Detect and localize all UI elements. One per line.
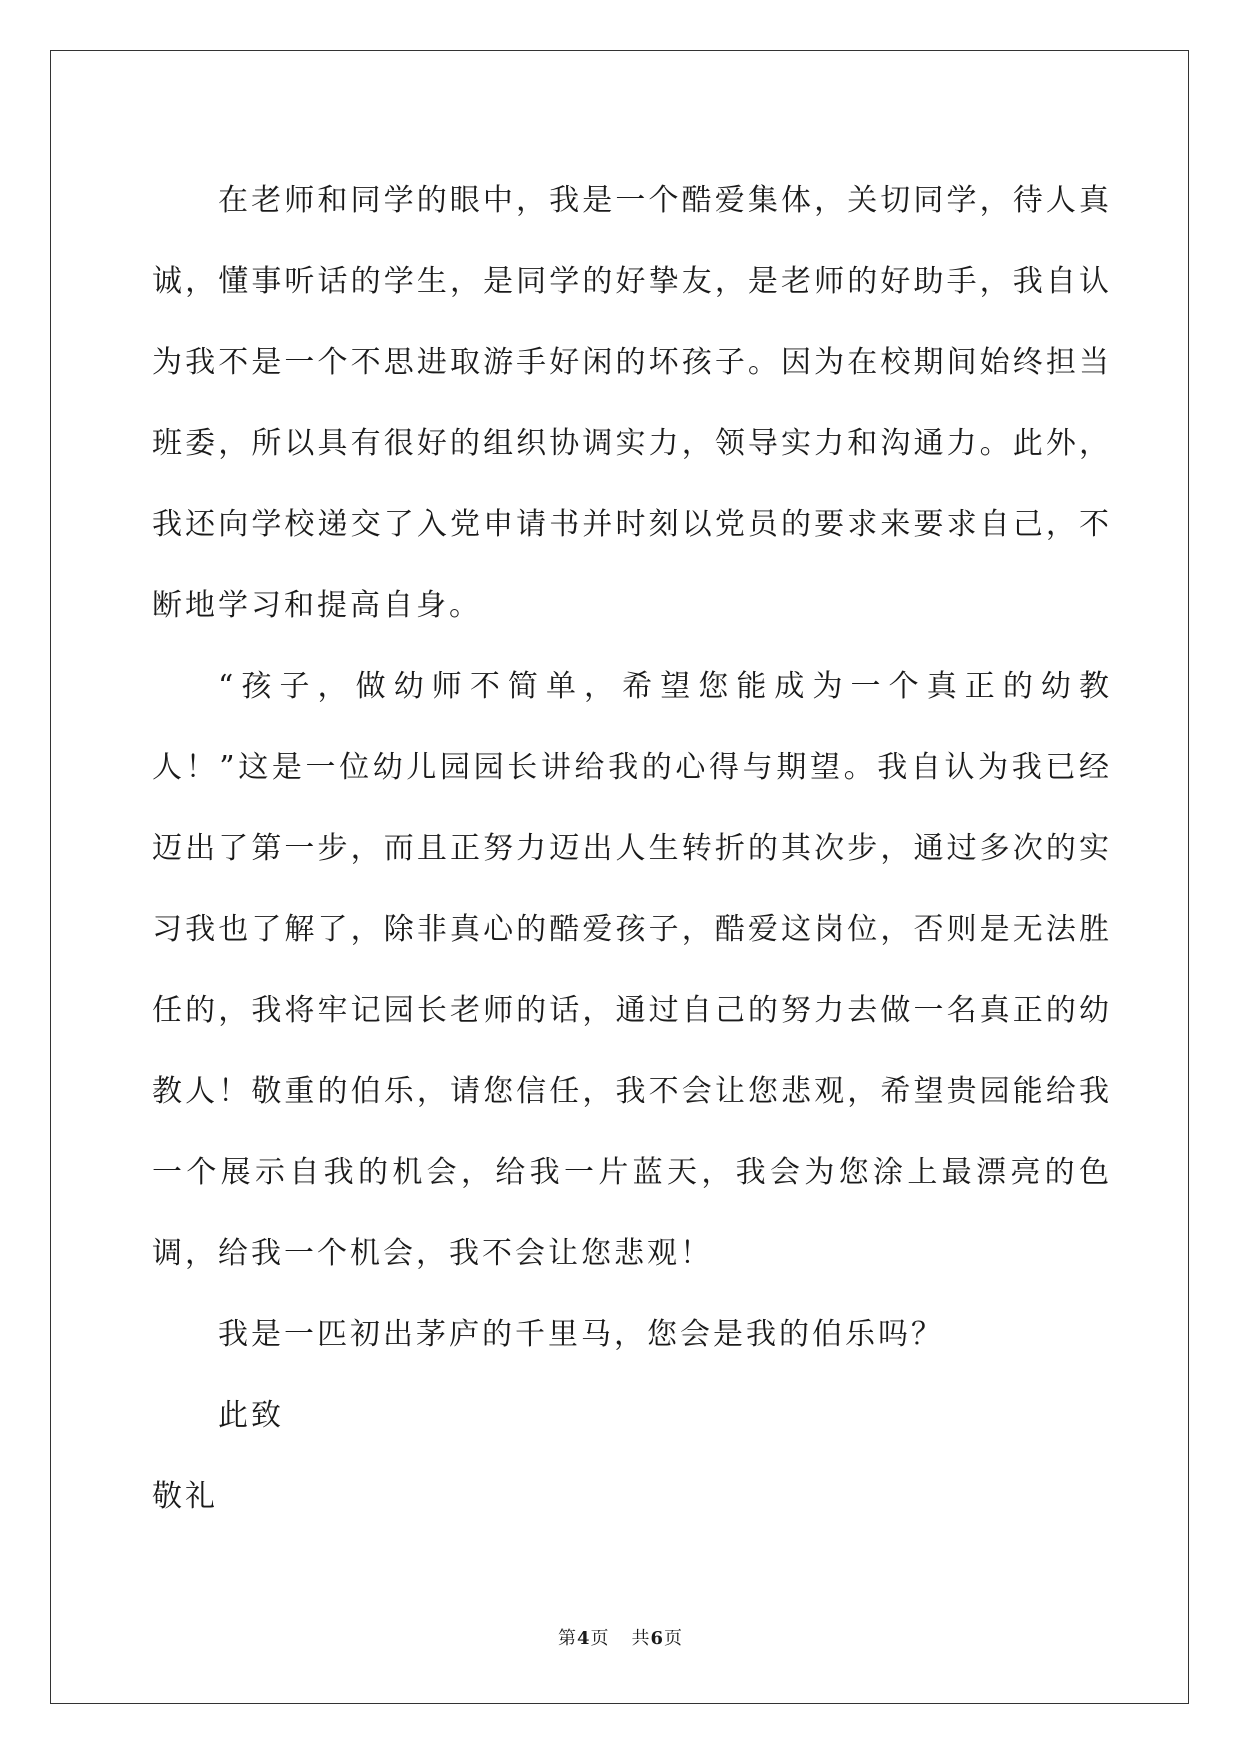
total-suffix: 页 xyxy=(664,1628,684,1649)
total-page-number: 6 xyxy=(650,1628,665,1649)
paragraph-kindergarten-aspiration: “孩子，做幼师不简单，希望您能成为一个真正的幼教人！”这是一位幼儿园园长讲给我的心得与期望。我自认为我已经迈出了第一步，而且正努力迈出人生转折的其次步，通过多次的实习我也了解了，除非真心的酷爱孩子，酷爱这岗位，否则是无法胜任的，我将牢记园长老师的话，通过自己的努力去做一名真正的幼教人！敬重的伯乐，请您信任，我不会让您悲观，希望贵园能给我一个展示自我的机会，给我一片蓝天，我会为您涂上最漂亮的色调，给我一个机会，我不会让您悲观！ xyxy=(152,669,1112,1271)
page-prefix: 第 xyxy=(557,1628,577,1649)
paragraph-self-introduction: 在老师和同学的眼中，我是一个酷爱集体，关切同学，待人真诚，懂事听话的学生，是同学的好挚友，是老师的好助手，我自认为我不是一个不思进取游手好闲的坏孩子。因为在校期间始终担当班委，所以具有很好的组织协调实力，领导实力和沟通力。此外，我还向学校递交了入党申请书并时刻以党员的要求来要求自己，不断地学习和提高自身。 xyxy=(152,183,1112,623)
page-suffix: 页 xyxy=(590,1628,610,1649)
salutation-cizhi: 此致 xyxy=(218,1398,284,1433)
salutation-jingli: 敬礼 xyxy=(152,1479,218,1514)
total-prefix: 共 xyxy=(631,1628,651,1649)
paragraph-closing-question: 我是一匹初出茅庐的千里马，您会是我的伯乐吗？ xyxy=(218,1317,944,1352)
current-page-number: 4 xyxy=(576,1628,591,1649)
letter-body xyxy=(152,160,1112,1537)
page-footer xyxy=(0,1624,1241,1650)
